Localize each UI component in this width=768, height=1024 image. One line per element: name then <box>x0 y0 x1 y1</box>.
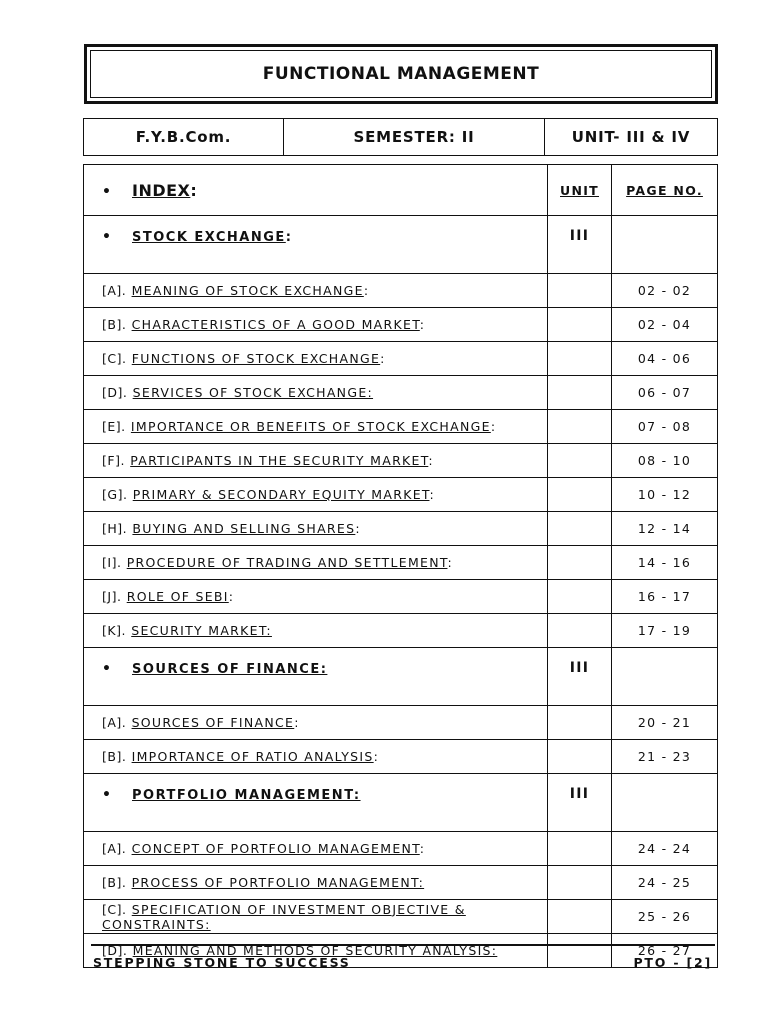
section-title-colon: : <box>285 230 293 245</box>
item-unit-cell <box>548 274 612 308</box>
item-title: BUYING AND SELLING SHARES <box>132 521 356 536</box>
item-pages: 24 - 25 <box>612 866 718 900</box>
item-title: CHARACTERISTICS OF A GOOD MARKET <box>131 317 420 332</box>
index-item-row <box>84 410 718 444</box>
unit-range-cell: UNIT- III & IV <box>545 119 718 156</box>
index-item-row <box>84 900 718 934</box>
section-row <box>84 774 718 832</box>
item-pages: 16 - 17 <box>612 580 718 614</box>
index-item-row <box>84 512 718 546</box>
index-item-cell <box>84 274 548 308</box>
index-item-cell <box>84 740 548 774</box>
item-suffix: : <box>363 283 370 298</box>
meta-table <box>83 118 718 156</box>
item-suffix: : <box>355 521 361 536</box>
item-unit-cell <box>548 614 612 648</box>
item-pages: 24 - 24 <box>612 832 718 866</box>
section-page-cell <box>612 648 718 706</box>
item-letter: [A]. <box>102 715 127 730</box>
item-title: PARTICIPANTS IN THE SECURITY MARKET <box>130 453 429 468</box>
index-item-row <box>84 614 718 648</box>
item-letter: [H]. <box>102 521 128 536</box>
index-item-cell <box>84 706 548 740</box>
index-item-cell <box>84 580 548 614</box>
unit-column-header: UNIT <box>548 165 612 216</box>
index-item-row <box>84 580 718 614</box>
index-item-cell <box>84 832 548 866</box>
item-pages: 04 - 06 <box>612 342 718 376</box>
item-title: PROCESS OF PORTFOLIO MANAGEMENT: <box>131 875 425 890</box>
index-item-cell <box>84 900 548 934</box>
index-item-row <box>84 706 718 740</box>
index-item-row <box>84 866 718 900</box>
item-suffix: : <box>419 317 426 332</box>
index-item-cell <box>84 342 548 376</box>
item-pages: 12 - 14 <box>612 512 718 546</box>
item-unit-cell <box>548 376 612 410</box>
section-title: PORTFOLIO MANAGEMENT: <box>132 788 361 803</box>
item-unit-cell <box>548 308 612 342</box>
item-pages: 07 - 08 <box>612 410 718 444</box>
index-heading: INDEX <box>132 180 191 200</box>
item-title: IMPORTANCE OR BENEFITS OF STOCK EXCHANGE <box>130 419 491 434</box>
index-item-row <box>84 740 718 774</box>
index-heading-colon: : <box>190 180 198 200</box>
index-item-row <box>84 308 718 342</box>
section-page-cell <box>612 216 718 274</box>
item-unit-cell <box>548 410 612 444</box>
item-letter: [A]. <box>102 841 127 856</box>
index-item-cell <box>84 614 548 648</box>
item-unit-cell <box>548 342 612 376</box>
item-pages: 17 - 19 <box>612 614 718 648</box>
item-pages: 20 - 21 <box>612 706 718 740</box>
item-unit-cell <box>548 478 612 512</box>
item-letter: [G]. <box>102 487 128 502</box>
item-title: PRIMARY & SECONDARY EQUITY MARKET <box>132 487 430 502</box>
section-title-cell <box>84 774 548 832</box>
item-pages: 06 - 07 <box>612 376 718 410</box>
index-item-row <box>84 376 718 410</box>
item-unit-cell <box>548 580 612 614</box>
item-unit-cell <box>548 512 612 546</box>
item-unit-cell <box>548 934 612 968</box>
item-letter: [F]. <box>102 453 125 468</box>
item-letter: [C]. <box>102 901 127 917</box>
item-unit-cell <box>548 444 612 478</box>
footer-page-indicator: PTO - [2] <box>633 955 712 970</box>
footer-tagline: STEPPING STONE TO SUCCESS <box>93 955 351 970</box>
item-title: SERVICES OF STOCK EXCHANGE: <box>132 385 374 400</box>
section-unit: III <box>548 648 612 706</box>
index-item-row <box>84 342 718 376</box>
item-suffix: : <box>373 749 380 764</box>
item-suffix: : <box>429 487 435 502</box>
item-unit-cell <box>548 866 612 900</box>
index-item-cell <box>84 410 548 444</box>
index-item-cell <box>84 866 548 900</box>
section-page-cell <box>612 774 718 832</box>
index-item-cell <box>84 308 548 342</box>
bullet-icon: • <box>102 787 113 803</box>
item-letter: [B]. <box>102 317 127 332</box>
item-suffix: : <box>447 555 453 570</box>
index-heading-cell <box>84 165 548 216</box>
index-item-row <box>84 444 718 478</box>
item-title: FUNCTIONS OF STOCK EXCHANGE <box>131 351 381 366</box>
bullet-icon: • <box>102 661 113 677</box>
item-pages: 02 - 02 <box>612 274 718 308</box>
item-letter: [A]. <box>102 283 127 298</box>
index-item-row <box>84 478 718 512</box>
index-table <box>83 164 718 968</box>
item-suffix: : <box>228 589 235 604</box>
document-title: FUNCTIONAL MANAGEMENT <box>90 50 712 98</box>
item-letter: [D]. <box>102 943 128 958</box>
section-unit: III <box>548 774 612 832</box>
item-pages: 10 - 12 <box>612 478 718 512</box>
section-row <box>84 648 718 706</box>
page-column-header: PAGE NO. <box>612 165 718 216</box>
item-letter: [J]. <box>102 589 122 604</box>
section-title-cell <box>84 648 548 706</box>
index-item-cell <box>84 546 548 580</box>
course-cell: F.Y.B.Com. <box>84 119 284 156</box>
title-box <box>84 44 718 104</box>
item-letter: [B]. <box>102 749 127 764</box>
item-unit-cell <box>548 900 612 934</box>
section-title: SOURCES OF FINANCE: <box>132 662 328 677</box>
index-header-row <box>84 165 718 216</box>
index-item-row <box>84 832 718 866</box>
item-suffix: : <box>380 351 386 366</box>
item-title: IMPORTANCE OF RATIO ANALYSIS <box>131 749 374 764</box>
item-letter: [K]. <box>102 623 126 638</box>
item-letter: [D]. <box>102 385 128 400</box>
section-title-cell <box>84 216 548 274</box>
item-unit-cell <box>548 832 612 866</box>
item-title: SOURCES OF FINANCE <box>131 715 295 730</box>
item-suffix: : <box>490 419 497 434</box>
item-pages: 14 - 16 <box>612 546 718 580</box>
item-unit-cell <box>548 706 612 740</box>
item-suffix: : <box>428 453 434 468</box>
semester-cell: SEMESTER: II <box>284 119 545 156</box>
section-row <box>84 216 718 274</box>
item-pages: 08 - 10 <box>612 444 718 478</box>
item-title: CONCEPT OF PORTFOLIO MANAGEMENT <box>131 841 420 856</box>
item-pages: 02 - 04 <box>612 308 718 342</box>
index-item-row <box>84 546 718 580</box>
item-letter: [E]. <box>102 419 126 434</box>
item-title: SECURITY MARKET: <box>131 623 272 638</box>
item-unit-cell <box>548 740 612 774</box>
item-pages: 21 - 23 <box>612 740 718 774</box>
index-item-row <box>84 274 718 308</box>
item-pages: 25 - 26 <box>612 900 718 934</box>
item-suffix: : <box>419 841 426 856</box>
bullet-icon: • <box>102 183 113 200</box>
item-letter: [B]. <box>102 875 127 890</box>
index-item-cell <box>84 512 548 546</box>
footer-divider <box>91 944 715 946</box>
item-unit-cell <box>548 546 612 580</box>
section-unit: III <box>548 216 612 274</box>
bullet-icon: • <box>102 229 113 245</box>
item-letter: [C]. <box>102 351 127 366</box>
item-pages: 26 - 27 <box>612 934 718 968</box>
index-item-cell <box>84 444 548 478</box>
item-suffix: : <box>294 715 300 730</box>
item-title: ROLE OF SEBI <box>126 589 229 604</box>
index-item-cell <box>84 478 548 512</box>
item-title: SPECIFICATION OF INVESTMENT OBJECTIVE & CONSTRAINTS: <box>102 901 466 932</box>
section-title: STOCK EXCHANGE <box>132 230 286 245</box>
item-title: MEANING OF STOCK EXCHANGE <box>131 283 364 298</box>
index-item-cell <box>84 376 548 410</box>
item-title: PROCEDURE OF TRADING AND SETTLEMENT <box>126 555 448 570</box>
item-letter: [I]. <box>102 555 122 570</box>
item-title: MEANING AND METHODS OF SECURITY ANALYSIS: <box>132 943 498 958</box>
